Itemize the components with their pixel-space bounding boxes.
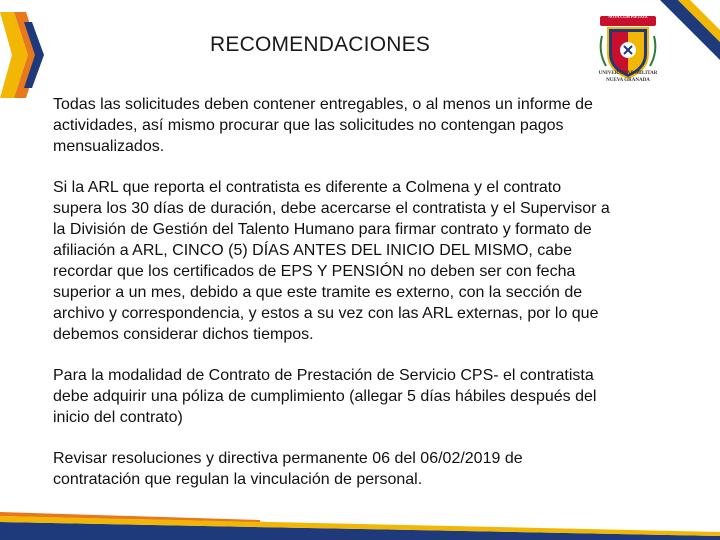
university-shield-logo xyxy=(596,12,660,98)
bottom-stripe-decoration xyxy=(0,508,720,540)
paragraph-deliverables: Todas las solicitudes deben contener entregables, o al menos un informe de actividades, así mismo procurar que las solicitudes no contengan pagos mensualizados. xyxy=(53,96,593,155)
recommendations-body xyxy=(53,94,693,510)
logo-name-line2: NUEVA GRANADA xyxy=(606,78,650,83)
paragraph-cps-policy: Para la modalidad de Contrato de Prestación de Servicio CPS- el contratista debe adquirir una póliza de cumplimiento (allegar 5 días hábiles después del inicio del contrato) xyxy=(53,367,597,426)
top-right-decoration xyxy=(650,0,720,60)
logo-name-line1: UNIVERSIDAD MILITAR xyxy=(598,71,658,76)
logo-banner-text: NOVA CUM PIETATE xyxy=(608,14,648,19)
corner-chevron-decoration xyxy=(0,0,60,110)
paragraph-arl: Si la ARL que reporta el contratista es diferente a Colmena y el contrato supera los 30 días de duración, debe acercarse el contratista y el Supervisor a la División de Gestión del Talento Humano para firmar contrato y formato de afiliación a ARL, CINCO (5) DÍAS ANTES DEL INICIO DEL MISMO, cabe recordar que los certificados de EPS Y PENSIÓN no deben ser con fecha superior a un mes, debido a que este tramite es externo, con la sección de archivo y correspondencia, y estos a su vez con las ARL externas, por lo que debemos considerar dichos tiempos. xyxy=(53,179,610,343)
paragraph-resolutions: Revisar resoluciones y directiva permanente 06 del 06/02/2019 de contratación que regulan la vinculación de personal. xyxy=(53,450,523,488)
slide-title: RECOMENDACIONES xyxy=(210,33,431,56)
